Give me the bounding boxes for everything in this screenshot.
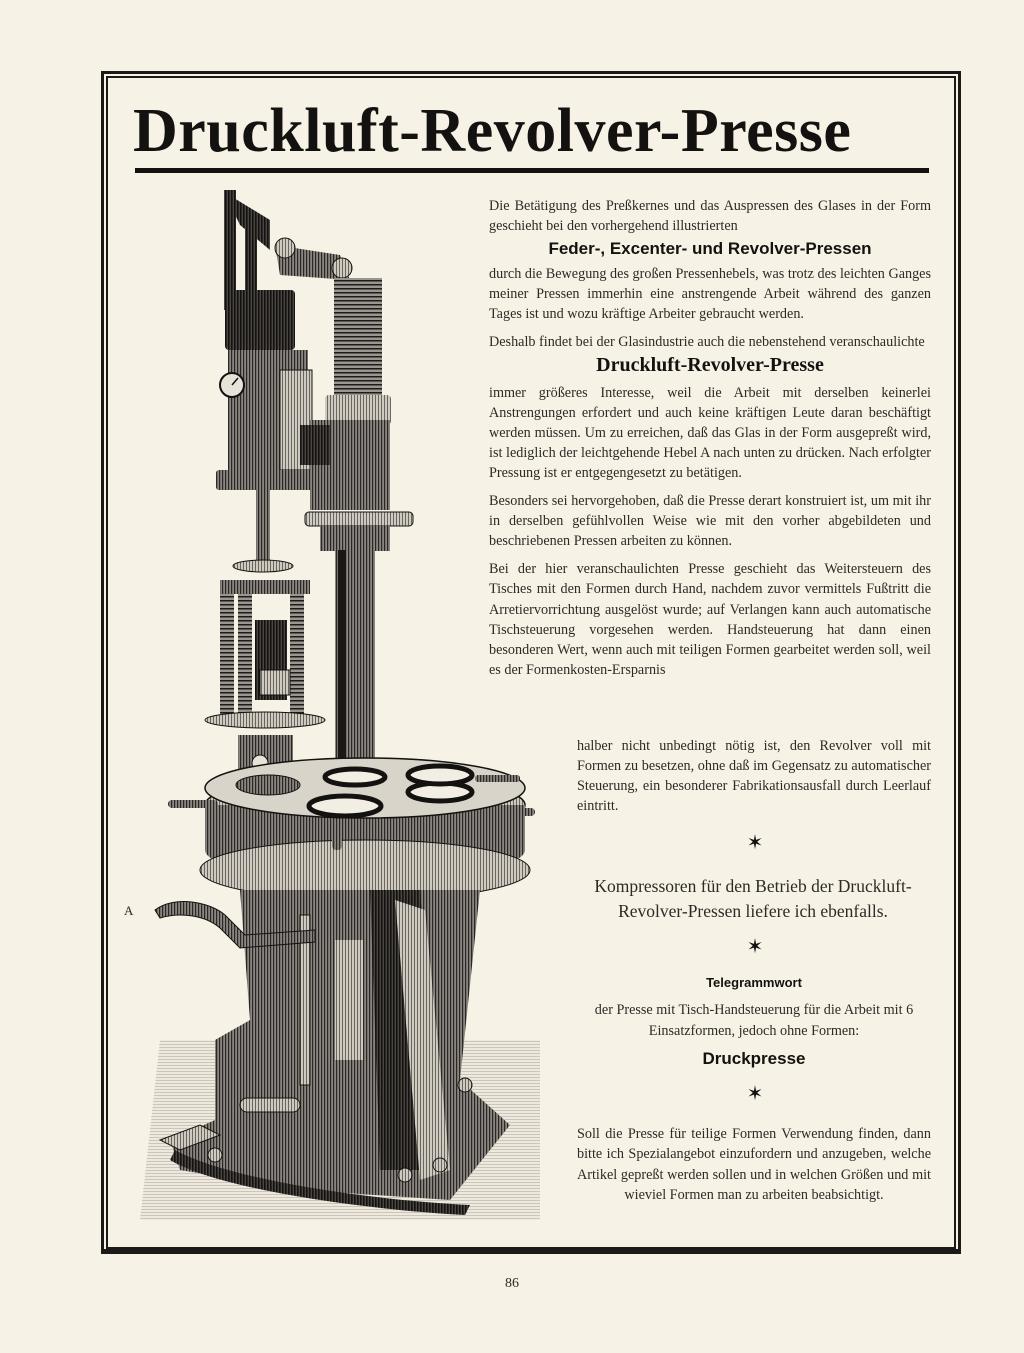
subheading-press-types: Feder-, Excenter- und Revolver-Pressen (548, 239, 872, 259)
kompressoren-notice: Kompressoren für den Betrieb der Druckluft-Revolver-Pressen liefere ich ebenfalls. (594, 876, 912, 921)
star-ornament-3: ✶ (746, 1083, 764, 1105)
page-frame-shadow (104, 1249, 961, 1253)
continued-text-column (577, 736, 931, 816)
telegram-description: der Presse mit Tisch-Handsteuerung für die Arbeit mit 6 Einsatzformen, jedoch ohne Formen: (594, 1002, 914, 1039)
paragraph-interest: immer größeres Interesse, weil die Arbeit mit derselben keinerlei Anstrengungen erfordert und auch keine kräftigen Leute daran beschäftigt werden müssen. Um zu erreichen, daß das Glas in der Form ausgepreßt wird, ist lediglich der leichtgehende Hebel A nach unten zu drücken. Nach erfolgter Pressung ist er entgegengesetzt zu betätigen. (489, 384, 931, 481)
paragraph-table-control-continued: halber nicht unbedingt nötig ist, den Revolver voll mit Formen zu besetzen, ohne daß im Gegensatz zu automatischer Steuerung, ein besonderer Fabrikationsausfall durch Leerlauf eintritt. (577, 738, 931, 815)
telegram-word: Druckpresse (702, 1049, 806, 1068)
page-title: Druckluft-Revolver-Presse (133, 97, 852, 165)
lever-label-a: A (124, 903, 134, 918)
paragraph-lever-work: durch die Bewegung des großen Pressenhebels, was trotz des leichten Ganges meiner Pressen immerhin eine anstrengende Arbeit während des ganzen Tages ist und wozu kräftige Arbeiter gebraucht werden. (489, 266, 931, 323)
closing-paragraph: Soll die Presse für teilige Formen Verwendung finden, dann bitte ich Spezialangebot einzufordern und anzugeben, welche Artikel gepreßt werden sollen und in welchen Größen und mit wieviel Formen man zu arbeiten beabsichtigt. (577, 1126, 931, 1203)
page-number: 86 (505, 1276, 519, 1291)
main-text-column (489, 196, 931, 688)
press-illustration (120, 180, 550, 1230)
paragraph-construction: Besonders sei hervorgehoben, daß die Presse derart konstruiert ist, um mit ihr in derselben gefühlvollen Weise wie mit den vorher abgebildeten und beschriebenen Pressen arbeiten zu können. (489, 493, 931, 550)
star-ornament-2: ✶ (746, 936, 764, 958)
paragraph-table-control: Bei der hier veranschaulichten Presse geschieht das Weitersteuern des Tisches mit den Formen durch Hand, nachdem zuvor vermittels Fußtritt die Arretiervorrichtung ausgelöst wurde; auf Verlangen kann auch automatische Tischsteuerung vorgesehen werden. Handsteuerung hat dann einen besonderen Wert, wenn auch mit teiligen Formen gearbeitet werden soll, weil es der Formenkosten-Ersparnis (489, 561, 931, 678)
telegram-heading: Telegrammwort (706, 975, 802, 990)
star-ornament-1: ✶ (746, 832, 764, 854)
paragraph-glass-industry: Deshalb findet bei der Glasindustrie auch die nebenstehend veranschaulichte (489, 334, 925, 351)
subheading-druckluft-presse: Druckluft-Revolver-Presse (596, 353, 824, 376)
intro-paragraph: Die Betätigung des Preßkernes und das Auspressen des Glases in der Form geschieht bei den vorhergehend illustrierten (489, 198, 931, 235)
title-rule (135, 168, 929, 173)
